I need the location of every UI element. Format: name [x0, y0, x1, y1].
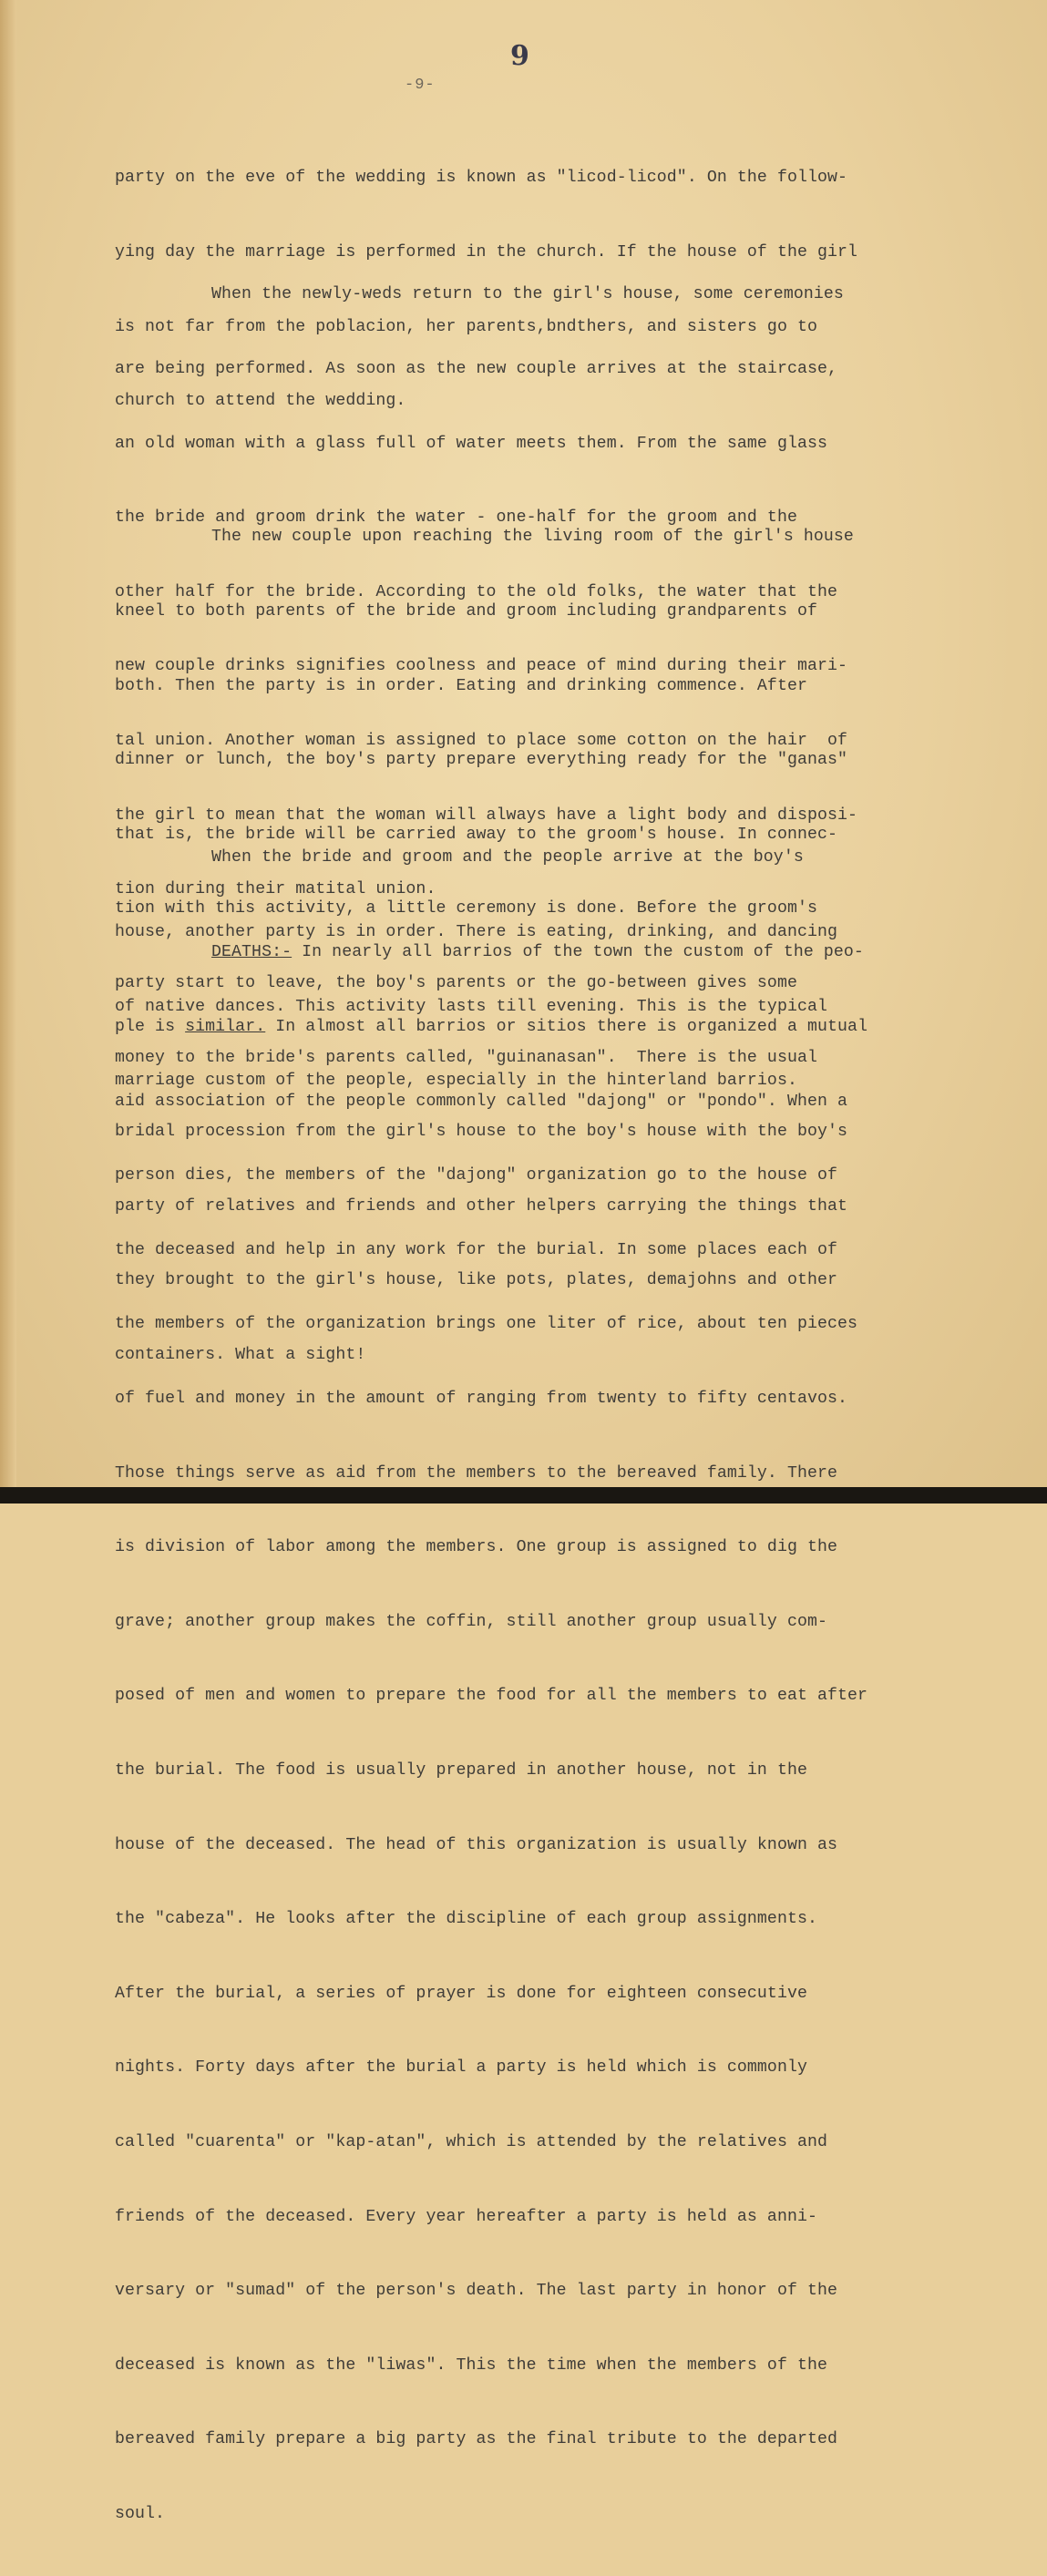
- text-line: marriage custom of the people, especially in the hinterland barrios.: [115, 1072, 797, 1091]
- deaths-heading: DEATHS:-: [211, 943, 293, 962]
- text-line: friends of the deceased. Every year hereafter a party is held as anni-: [115, 2207, 817, 2226]
- handwritten-page-number: 9: [510, 40, 529, 72]
- text-line: money to the bride's parents called, "guinanasan". There is the usual: [115, 1048, 817, 1067]
- text-line: called "cuarenta" or "kap-atan", which is attended by the relatives and: [115, 2132, 828, 2151]
- text-line: the girl to mean that the woman will always have a light body and disposi-: [115, 806, 858, 825]
- typed-page-number: -9-: [405, 77, 436, 94]
- text-line: aid association of the people commonly called "dajong" or "pondo". When a: [115, 1092, 848, 1111]
- text-line: of fuel and money in the amount of ranging from twenty to fifty centavos.: [115, 1389, 848, 1408]
- text-line: Those things serve as aid from the members to the bereaved family. There: [115, 1463, 838, 1483]
- text-line: the deceased and help in any work for the burial. In some places each of: [115, 1240, 838, 1259]
- text-line: the burial. The food is usually prepared in another house, not in the: [115, 1760, 807, 1780]
- text-line: deceased is known as the "liwas". This the time when the members of the: [115, 2355, 828, 2375]
- text-line: church to attend the wedding.: [115, 392, 406, 411]
- text-line: grave; another group makes the coffin, still another group usually com-: [115, 1612, 828, 1631]
- text-line: soul.: [115, 2504, 166, 2523]
- text-line: they brought to the girl's house, like pots, plates, demajohns and other: [115, 1271, 838, 1290]
- text-line: are being performed. As soon as the new couple arrives at the staircase,: [115, 360, 838, 378]
- text-line: tal union. Another woman is assigned to place some cotton on the hair of: [115, 731, 848, 750]
- text-line: the "cabeza". He looks after the discipline of each group assignments.: [115, 1910, 817, 1929]
- text-line: other half for the bride. According to the old folks, the water that the: [115, 582, 838, 601]
- text-line: is not far from the poblacion, her parents,bndthers, and sisters go to: [115, 317, 817, 336]
- text-line: The new couple upon reaching the living room of the girl's house: [211, 528, 854, 547]
- text-fragment: In nearly all barrios of the town the custom of the peo-: [292, 943, 864, 962]
- text-line: person dies, the members of the "dajong" organization go to the house of: [115, 1166, 838, 1185]
- text-line: party of relatives and friends and other helpers carrying the things that: [115, 1196, 848, 1216]
- text-line: new couple drinks signifies coolness and peace of mind during their mari-: [115, 657, 848, 676]
- text-line: When the newly-weds return to the girl's house, some ceremonies: [211, 285, 844, 304]
- text-line: nights. Forty days after the burial a party is held which is commonly: [115, 2058, 807, 2078]
- underlined-word: similar.: [185, 1018, 266, 1036]
- text-line: house of the deceased. The head of this organization is usually known as: [115, 1835, 838, 1854]
- text-line: [115, 940, 990, 965]
- text-line: kneel to both parents of the bride and groom including grandparents of: [115, 602, 817, 621]
- text-line: [115, 1015, 990, 1040]
- text-line: versary or "sumad" of the person's death. The last party in honor of the: [115, 2282, 838, 2301]
- text-line: that is, the bride will be carried away to the groom's house. In connec-: [115, 825, 838, 844]
- text-line: of native dances. This activity lasts till evening. This is the typical: [115, 997, 828, 1016]
- paragraph-deaths: [115, 891, 990, 2576]
- text-line: After the burial, a series of prayer is done for eighteen consecutive: [115, 1984, 807, 2003]
- text-line: party start to leave, the boy's parents or the go-between gives some: [115, 973, 797, 992]
- text-line: an old woman with a glass full of water meets them. From the same glass: [115, 434, 828, 453]
- text-line: the members of the organization brings one liter of rice, about ten pieces: [115, 1315, 858, 1334]
- text-line: bereaved family prepare a big party as the final tribute to the departed: [115, 2430, 838, 2449]
- text-line: posed of men and women to prepare the food for all the members to eat after: [115, 1687, 868, 1706]
- text-line: containers. What a sight!: [115, 1345, 366, 1364]
- paper-left-edge: [0, 0, 16, 1504]
- text-line: the bride and groom drink the water - one-half for the groom and the: [115, 508, 797, 528]
- text-line: is division of labor among the members. One group is assigned to dig the: [115, 1538, 838, 1557]
- text-line: When the bride and groom and the people arrive at the boy's: [211, 848, 804, 867]
- text-fragment: In almost all barrios or sitios there is organized a mutual: [265, 1018, 868, 1036]
- text-line: ying day the marriage is performed in the church. If the house of the girl: [115, 243, 858, 262]
- text-line: house, another party is in order. There is eating, drinking, and dancing: [115, 923, 838, 941]
- text-fragment: ple is: [115, 1018, 186, 1036]
- text-line: party on the eve of the wedding is known as "licod-licod". On the follow-: [115, 169, 848, 188]
- text-line: both. Then the party is in order. Eating and drinking commence. After: [115, 676, 807, 695]
- text-line: tion during their matital union.: [115, 880, 436, 899]
- text-line: dinner or lunch, the boy's party prepare everything ready for the "ganas": [115, 751, 848, 770]
- text-line: tion with this activity, a little ceremony is done. Before the groom's: [115, 899, 817, 919]
- scan-bottom-border: [0, 1487, 1047, 1504]
- text-line: bridal procession from the girl's house to the boy's house with the boy's: [115, 1123, 848, 1142]
